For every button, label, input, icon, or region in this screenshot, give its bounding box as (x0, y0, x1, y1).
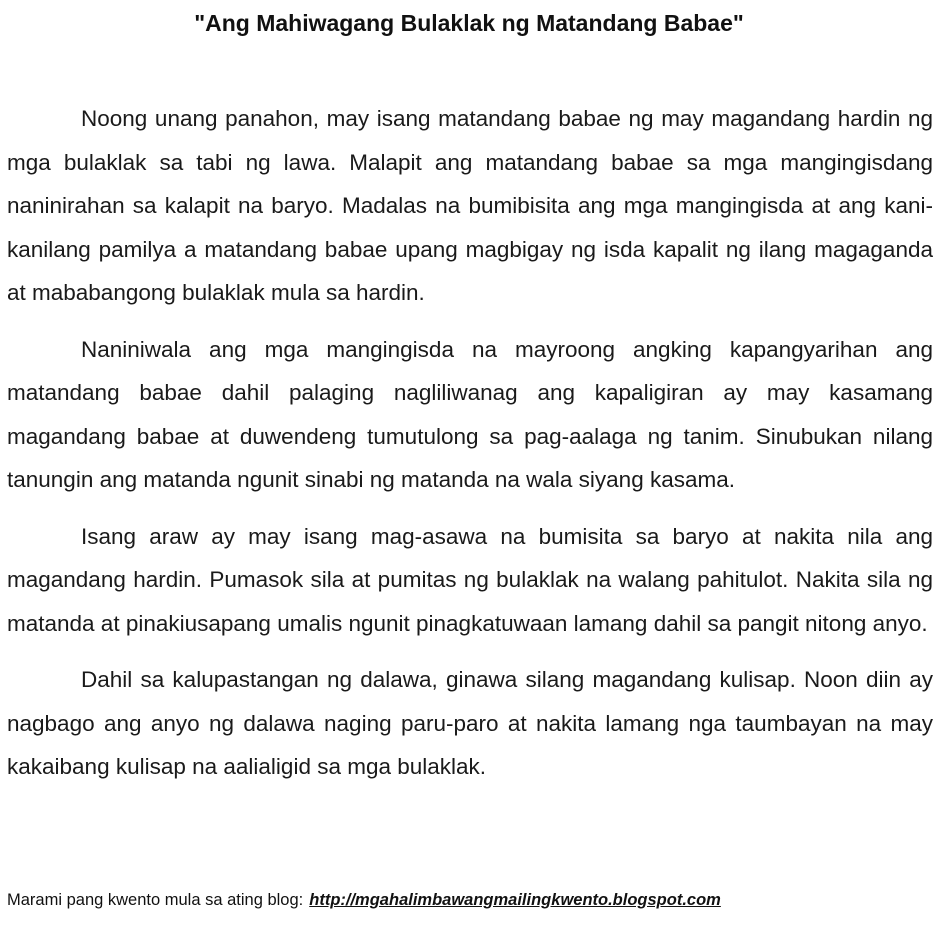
story-body (7, 97, 933, 802)
blog-link[interactable]: http://mgahalimbawangmailingkwento.blogspot.com (309, 891, 721, 909)
story-paragraph-1: Noong unang panahon, may isang matandang babae ng may magandang hardin ng mga bulaklak sa tabi ng lawa. Malapit ang matandang babae sa mga mangingisdang naninirahan sa kalapit na baryo. Madalas na bumibisita ang mga mangingisda at ang kani-kanilang pamilya a matandang babae upang magbigay ng isda kapalit ng ilang magaganda at mababangong bulaklak mula sa hardin. (7, 106, 933, 305)
story-title: "Ang Mahiwagang Bulaklak ng Matandang Babae" (194, 10, 744, 36)
footer-text: Marami pang kwento mula sa ating blog: (7, 891, 304, 909)
story-paragraph-3: Isang araw ay may isang mag-asawa na bumisita sa baryo at nakita nila ang magandang hardin. Pumasok sila at pumitas ng bulaklak na walang pahitulot. Nakita sila ng matanda at pinakiusapang umalis ngunit pinagkatuwaan lamang dahil sa pangit nitong anyo. (7, 523, 933, 636)
story-paragraph-4: Dahil sa kalupastangan ng dalawa, ginawa silang magandang kulisap. Noon diin ay nagbago ang anyo ng dalawa naging paru-paro at nakita lamang nga taumbayan na may kakaibang kulisap na aalialigid sa mga bulaklak. (7, 667, 933, 779)
footer (7, 889, 721, 911)
story-paragraph-2: Naniniwala ang mga mangingisda na mayroong angking kapangyarihan ang matandang babae dahil palaging nagliliwanag ang kapaligiran ay may kasamang magandang babae at duwendeng tumutulong sa pag-aalaga ng tanim. Sinubukan nilang tanungin ang matanda ngunit sinabi ng matanda na wala siyang kasama. (7, 336, 933, 492)
